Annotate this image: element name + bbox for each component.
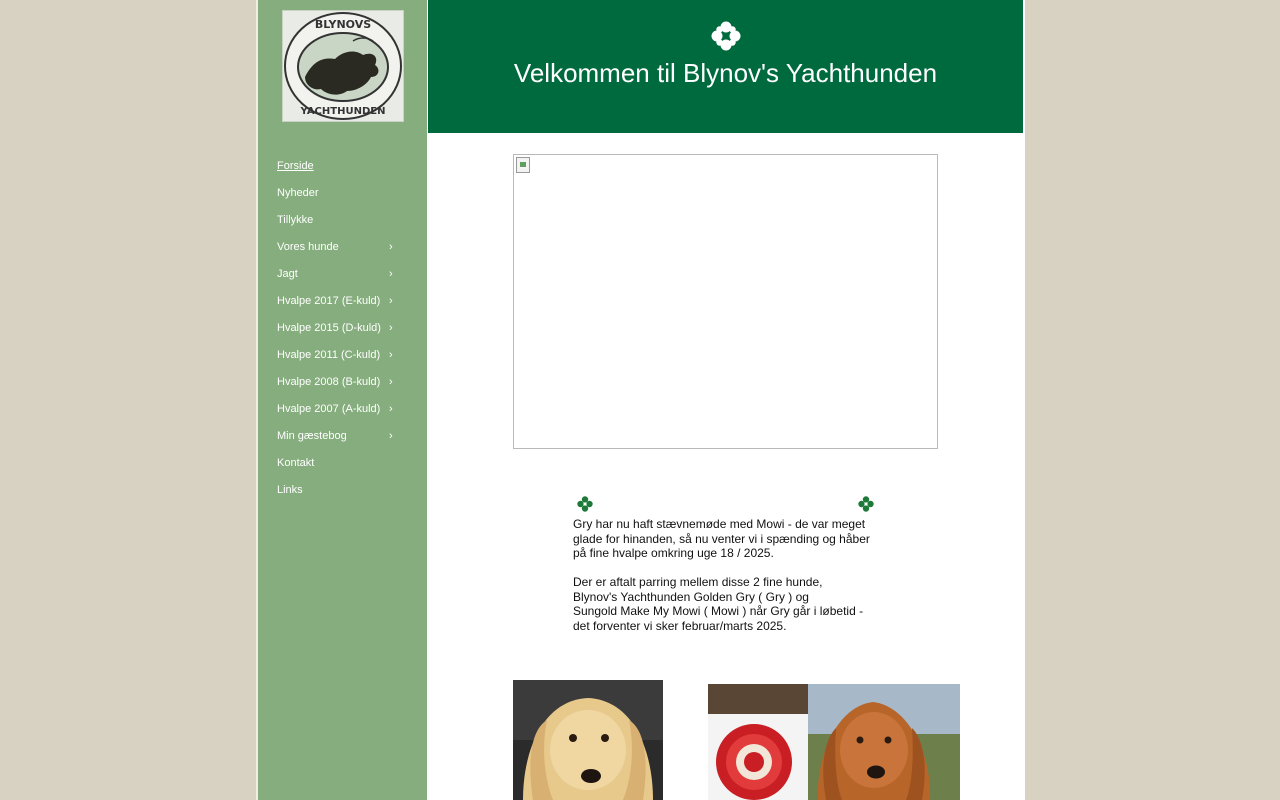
news-paragraph-2 — [573, 575, 878, 633]
nav-item-min-gæstebog[interactable] — [258, 423, 427, 450]
chevron-right-icon: › — [389, 268, 393, 280]
nav-item-links[interactable] — [258, 477, 427, 504]
nav-item-hvalpe-2007-a-kuld[interactable] — [258, 396, 427, 423]
nav-item-forside[interactable] — [258, 153, 427, 180]
chevron-right-icon: › — [389, 403, 393, 415]
chevron-right-icon: › — [389, 430, 393, 442]
nav-item-label: Links — [277, 484, 303, 496]
nav-item-hvalpe-2008-b-kuld[interactable] — [258, 369, 427, 396]
news-line: Blynov's Yachthunden Golden Gry ( Gry ) og — [573, 589, 809, 604]
page-header — [428, 0, 1023, 133]
nav-item-label: Hvalpe 2007 (A-kuld) — [277, 403, 381, 415]
nav-item-nyheder[interactable] — [258, 180, 427, 207]
nav-item-label: Kontakt — [277, 457, 315, 469]
chevron-right-icon: › — [389, 241, 393, 253]
nav-item-label: Min gæstebog — [277, 430, 347, 442]
nav-item-label: Jagt — [277, 268, 298, 280]
page-title: Velkommen til Blynov's Yachthunden — [513, 58, 938, 88]
nav-item-label: Hvalpe 2008 (B-kuld) — [277, 376, 381, 388]
nav-item-vores-hunde[interactable] — [258, 234, 427, 261]
main-navigation — [258, 153, 427, 504]
nav-item-hvalpe-2011-c-kuld[interactable] — [258, 342, 427, 369]
sidebar — [256, 0, 427, 800]
news-line: Der er aftalt parring mellem disse 2 fine hunde, — [573, 575, 823, 589]
nav-item-label: Hvalpe 2015 (D-kuld) — [277, 322, 381, 334]
nav-item-label: Hvalpe 2011 (C-kuld) — [277, 349, 381, 361]
nav-item-label: Tillykke — [277, 214, 314, 226]
nav-item-label: Hvalpe 2017 (E-kuld) — [277, 295, 381, 307]
kennel-logo[interactable] — [282, 10, 404, 122]
nav-item-jagt[interactable] — [258, 261, 427, 288]
news-paragraph-1: Gry har nu haft stævnemøde med Mowi - de var meget glade for hinanden, så nu venter vi i spænding og håber på fine hvalpe omkring uge 18 / 2025. — [573, 517, 870, 560]
nav-item-label: Nyheder — [277, 187, 319, 199]
news-line: det forventer vi sker februar/marts 2025. — [573, 618, 787, 633]
nav-item-hvalpe-2017-e-kuld[interactable] — [258, 288, 427, 315]
nav-item-tillykke[interactable] — [258, 207, 427, 234]
flower-icon — [708, 18, 744, 54]
logo-text-bottom: YACHTHUNDEN — [300, 106, 386, 117]
nav-item-kontakt[interactable] — [258, 450, 427, 477]
clover-icon-left — [576, 495, 594, 513]
broken-hero-image — [513, 154, 938, 449]
news-line: Sungold Make My Mowi ( Mowi ) når Gry går i løbetid - — [573, 604, 864, 618]
logo-text-top: BLYNOVS — [314, 18, 372, 31]
chevron-right-icon: › — [389, 295, 393, 307]
chevron-right-icon: › — [389, 376, 393, 388]
news-text — [573, 517, 878, 633]
chevron-right-icon: › — [389, 322, 393, 334]
broken-image-icon — [516, 157, 530, 173]
dog-photo-gry — [513, 680, 663, 800]
nav-item-label: Vores hunde — [277, 241, 339, 253]
nav-item-label: Forside — [277, 160, 314, 172]
clover-icon-right — [857, 495, 875, 513]
nav-item-hvalpe-2015-d-kuld[interactable] — [258, 315, 427, 342]
dog-photo-mowi — [708, 684, 960, 800]
chevron-right-icon: › — [389, 349, 393, 361]
